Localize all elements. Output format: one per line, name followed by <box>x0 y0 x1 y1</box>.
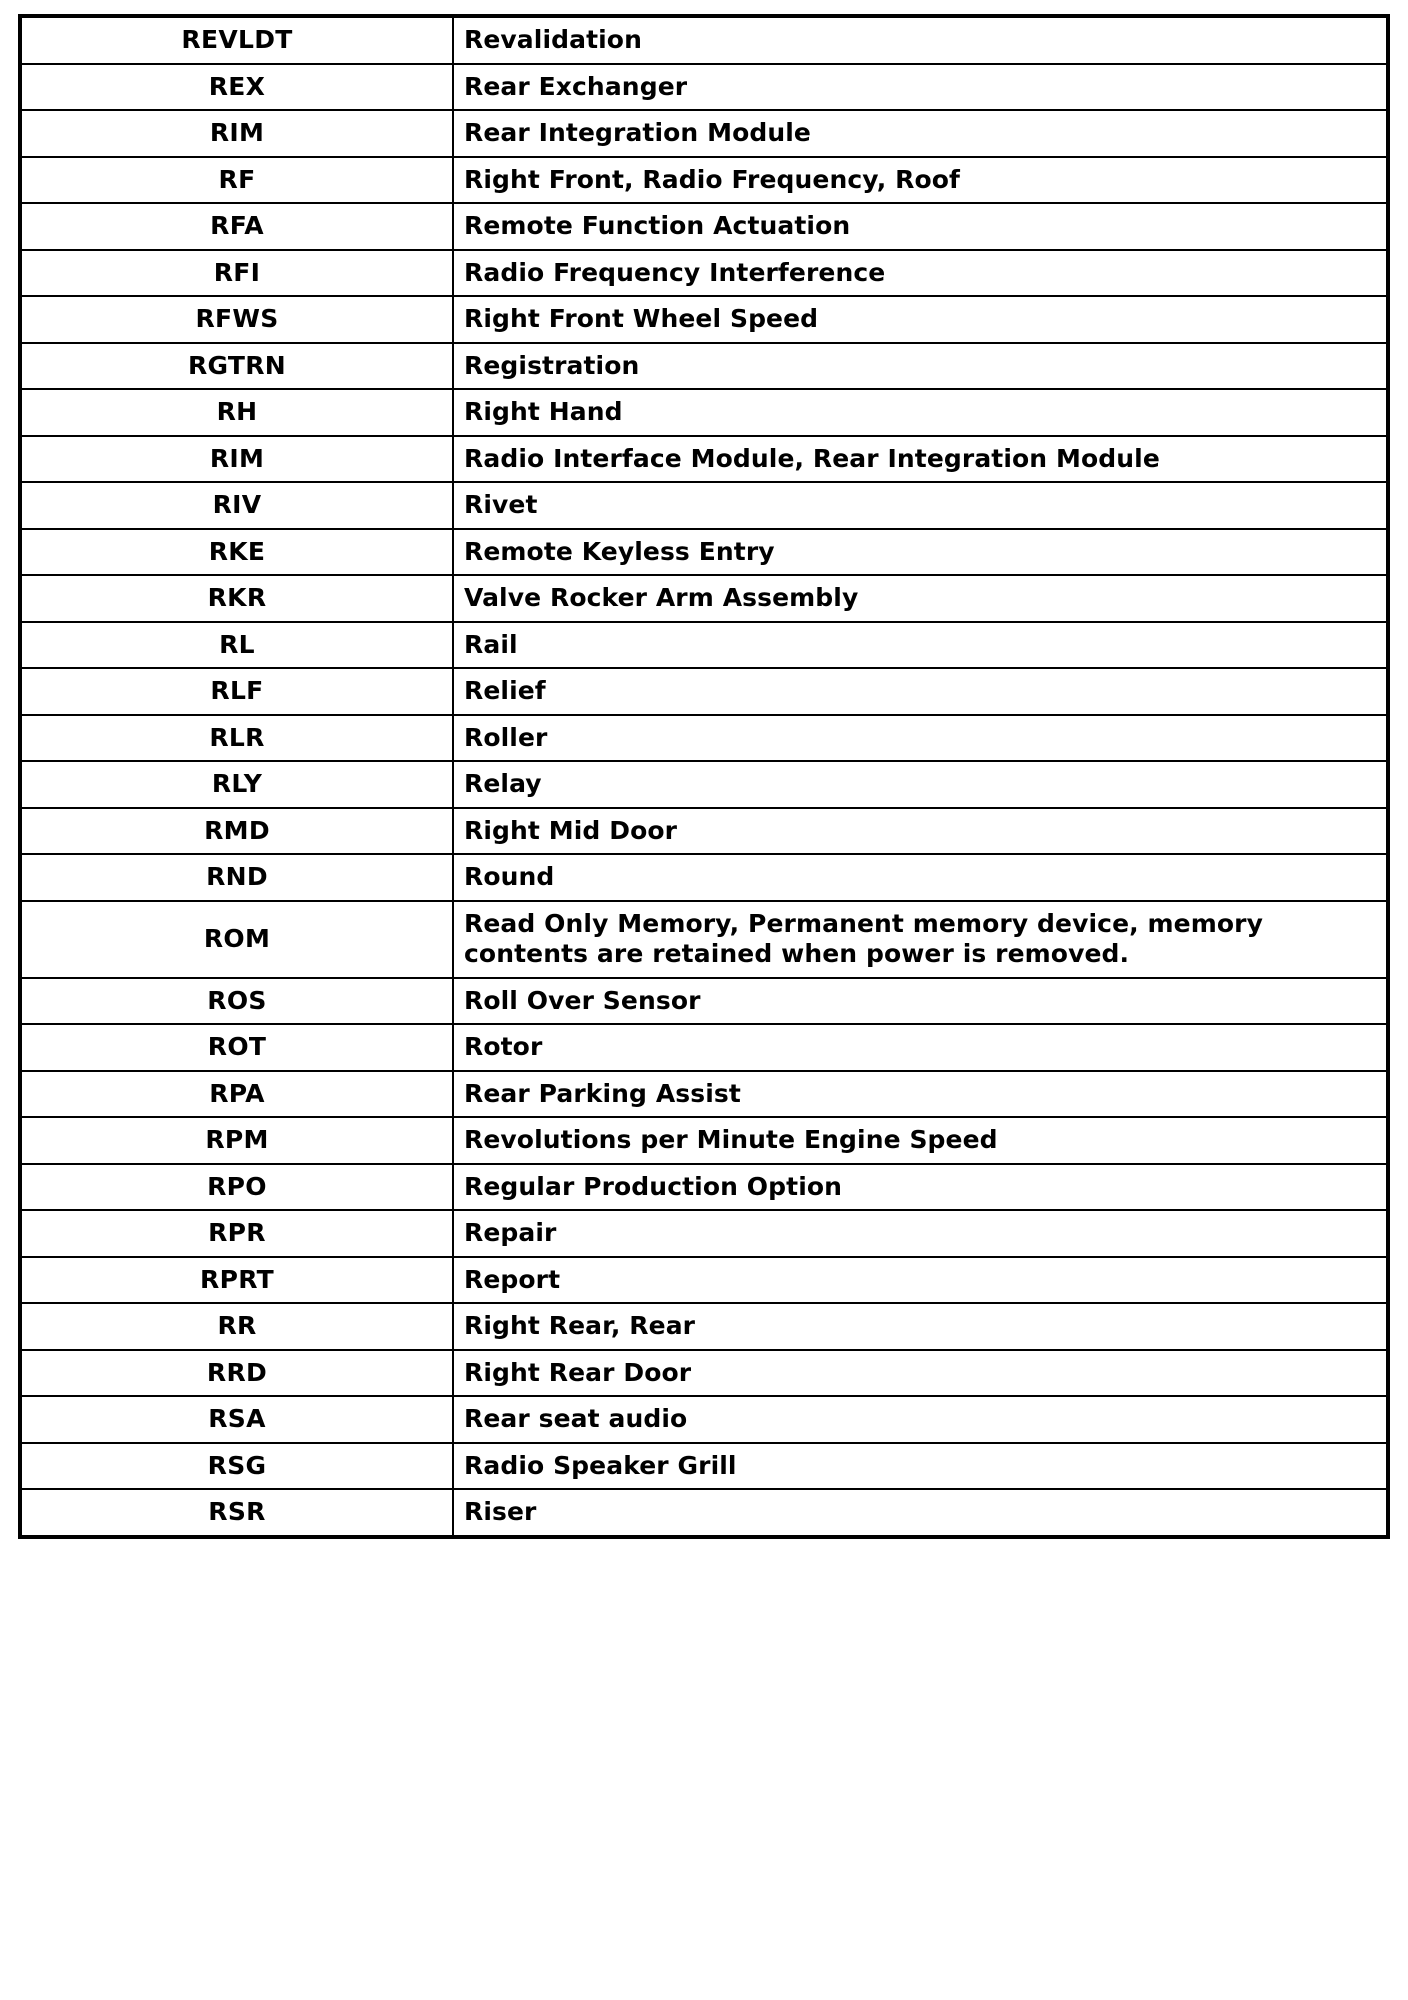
abbreviation-cell: RIV <box>20 482 453 529</box>
definition-cell: Right Front, Radio Frequency, Roof <box>453 157 1388 204</box>
abbreviation-cell: RPO <box>20 1164 453 1211</box>
abbreviation-cell: RH <box>20 389 453 436</box>
table-row <box>20 1350 1388 1397</box>
table-row <box>20 978 1388 1025</box>
abbreviation-cell: REVLDT <box>20 16 453 64</box>
abbreviation-cell: RF <box>20 157 453 204</box>
table-row <box>20 482 1388 529</box>
definition-cell: Valve Rocker Arm Assembly <box>453 575 1388 622</box>
abbreviation-cell: RPRT <box>20 1257 453 1304</box>
table-row <box>20 1257 1388 1304</box>
abbreviation-cell: RIM <box>20 436 453 483</box>
abbreviation-table <box>18 14 1390 1539</box>
table-row <box>20 436 1388 483</box>
abbreviation-cell: RLY <box>20 761 453 808</box>
table-row <box>20 1489 1388 1537</box>
table-row <box>20 157 1388 204</box>
table-row <box>20 1117 1388 1164</box>
definition-cell: Radio Frequency Interference <box>453 250 1388 297</box>
abbreviation-cell: RFWS <box>20 296 453 343</box>
definition-cell: Right Front Wheel Speed <box>453 296 1388 343</box>
abbreviation-cell: REX <box>20 64 453 111</box>
definition-cell: Right Rear Door <box>453 1350 1388 1397</box>
table-row <box>20 715 1388 762</box>
definition-cell: Remote Keyless Entry <box>453 529 1388 576</box>
definition-cell: Radio Speaker Grill <box>453 1443 1388 1490</box>
abbreviation-cell: ROT <box>20 1024 453 1071</box>
table-row <box>20 1024 1388 1071</box>
definition-cell: Rear Parking Assist <box>453 1071 1388 1118</box>
definition-cell: Right Hand <box>453 389 1388 436</box>
table-row <box>20 296 1388 343</box>
abbreviation-cell: RL <box>20 622 453 669</box>
abbreviation-cell: RFI <box>20 250 453 297</box>
definition-cell: Right Rear, Rear <box>453 1303 1388 1350</box>
table-row <box>20 203 1388 250</box>
table-row <box>20 16 1388 64</box>
definition-cell: Relief <box>453 668 1388 715</box>
definition-cell: Registration <box>453 343 1388 390</box>
abbreviation-cell: RLF <box>20 668 453 715</box>
definition-cell: Revalidation <box>453 16 1388 64</box>
abbreviation-cell: RMD <box>20 808 453 855</box>
abbreviation-cell: RGTRN <box>20 343 453 390</box>
abbreviation-cell: RSR <box>20 1489 453 1537</box>
definition-cell: Rivet <box>453 482 1388 529</box>
table-row <box>20 575 1388 622</box>
definition-cell: Relay <box>453 761 1388 808</box>
table-row <box>20 622 1388 669</box>
table-row <box>20 64 1388 111</box>
table-row <box>20 343 1388 390</box>
abbreviation-cell: RSA <box>20 1396 453 1443</box>
table-row <box>20 110 1388 157</box>
table-body <box>20 16 1388 1537</box>
table-row <box>20 529 1388 576</box>
definition-cell: Right Mid Door <box>453 808 1388 855</box>
table-row <box>20 1443 1388 1490</box>
abbreviation-cell: RKR <box>20 575 453 622</box>
abbreviation-cell: ROM <box>20 901 453 978</box>
definition-cell: Radio Interface Module, Rear Integration Module <box>453 436 1388 483</box>
table-row <box>20 668 1388 715</box>
table-row <box>20 1071 1388 1118</box>
definition-cell: Repair <box>453 1210 1388 1257</box>
table-row <box>20 1303 1388 1350</box>
abbreviation-cell: RLR <box>20 715 453 762</box>
table-row <box>20 901 1388 978</box>
definition-cell: Roll Over Sensor <box>453 978 1388 1025</box>
abbreviation-cell: RSG <box>20 1443 453 1490</box>
table-row <box>20 854 1388 901</box>
table-row <box>20 1164 1388 1211</box>
definition-cell: Rear Integration Module <box>453 110 1388 157</box>
definition-cell: Revolutions per Minute Engine Speed <box>453 1117 1388 1164</box>
definition-cell: Regular Production Option <box>453 1164 1388 1211</box>
table-row <box>20 250 1388 297</box>
definition-cell: Rotor <box>453 1024 1388 1071</box>
table-row <box>20 389 1388 436</box>
definition-cell: Read Only Memory, Permanent memory device, memory contents are retained when power is removed. <box>453 901 1388 978</box>
table-row <box>20 1396 1388 1443</box>
table-row <box>20 761 1388 808</box>
definition-cell: Report <box>453 1257 1388 1304</box>
abbreviation-cell: ROS <box>20 978 453 1025</box>
abbreviation-cell: RND <box>20 854 453 901</box>
definition-cell: Rear Exchanger <box>453 64 1388 111</box>
abbreviation-cell: RKE <box>20 529 453 576</box>
definition-cell: Rear seat audio <box>453 1396 1388 1443</box>
definition-cell: Rail <box>453 622 1388 669</box>
definition-cell: Roller <box>453 715 1388 762</box>
abbreviation-cell: RRD <box>20 1350 453 1397</box>
table-row <box>20 808 1388 855</box>
abbreviation-cell: RFA <box>20 203 453 250</box>
abbreviation-cell: RR <box>20 1303 453 1350</box>
definition-cell: Riser <box>453 1489 1388 1537</box>
abbreviation-cell: RPR <box>20 1210 453 1257</box>
table-row <box>20 1210 1388 1257</box>
abbreviation-cell: RPA <box>20 1071 453 1118</box>
definition-cell: Remote Function Actuation <box>453 203 1388 250</box>
definition-cell: Round <box>453 854 1388 901</box>
abbreviation-cell: RIM <box>20 110 453 157</box>
abbreviation-cell: RPM <box>20 1117 453 1164</box>
